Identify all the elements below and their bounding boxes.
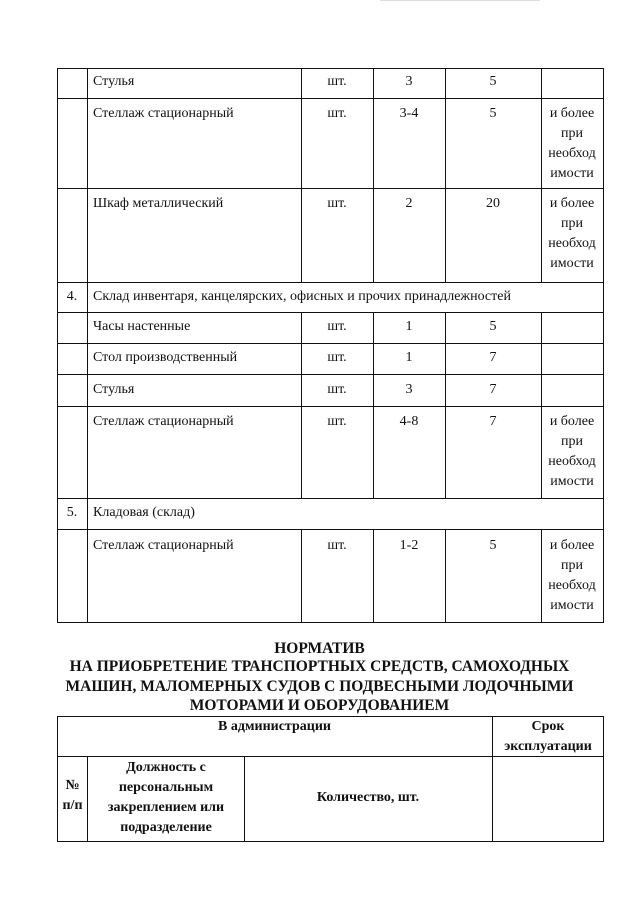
table-border xyxy=(445,68,446,282)
item-name: Стол производственный xyxy=(93,350,238,365)
item-qty: 1 xyxy=(405,319,413,334)
item-note: и более при необход имости xyxy=(548,414,596,489)
item-unit: шт. xyxy=(327,382,347,397)
item-unit: шт. xyxy=(327,350,347,365)
table-border xyxy=(87,68,88,623)
table-border xyxy=(541,312,542,498)
table-border xyxy=(492,716,493,842)
table-border xyxy=(87,756,88,842)
table-border xyxy=(57,68,604,69)
item-term: 5 xyxy=(489,538,497,553)
item-term: 7 xyxy=(489,414,497,429)
item-qty: 3-4 xyxy=(399,106,419,121)
item-name: Стеллаж стационарный xyxy=(93,106,234,121)
table-border xyxy=(603,716,604,842)
table-border xyxy=(603,68,604,623)
item-note: и более при необход имости xyxy=(548,538,596,613)
heading-line: МОТОРАМИ И ОБОРУДОВАНИЕМ xyxy=(189,697,450,714)
table-border xyxy=(373,312,374,498)
item-term: 7 xyxy=(489,382,497,397)
table-border xyxy=(57,343,604,344)
item-term: 5 xyxy=(489,74,497,89)
section-number: 4. xyxy=(66,289,78,304)
item-term: 20 xyxy=(486,196,500,211)
item-name: Стулья xyxy=(93,74,135,89)
item-name: Стеллаж стационарный xyxy=(93,538,234,553)
item-unit: шт. xyxy=(327,538,347,553)
section-title: Кладовая (склад) xyxy=(93,505,195,520)
item-unit: шт. xyxy=(327,319,347,334)
table-border xyxy=(541,529,542,623)
table-border xyxy=(301,312,302,498)
item-term: 5 xyxy=(489,319,497,334)
item-name: Шкаф металлический xyxy=(93,196,224,211)
table-border xyxy=(445,312,446,498)
admin-header: В администрации xyxy=(218,719,331,734)
item-term: 5 xyxy=(489,106,497,121)
section-title: Склад инвентаря, канцелярских, офисных и прочих принадлежностей xyxy=(93,289,511,304)
item-name: Стулья xyxy=(93,382,135,397)
item-qty: 1-2 xyxy=(399,538,419,553)
item-unit: шт. xyxy=(327,74,347,89)
item-term: 7 xyxy=(489,350,497,365)
item-qty: 1 xyxy=(405,350,413,365)
table-border xyxy=(57,374,604,375)
table-border xyxy=(301,68,302,282)
item-note: и более при необход имости xyxy=(548,106,596,181)
top-scan-line xyxy=(380,0,540,1)
item-name: Стеллаж стационарный xyxy=(93,414,234,429)
table-border xyxy=(57,841,604,842)
table-border xyxy=(57,312,604,313)
quantity-header: Количество, шт. xyxy=(316,790,420,805)
table-border xyxy=(57,68,58,623)
item-unit: шт. xyxy=(327,106,347,121)
table-border xyxy=(57,406,604,407)
table-border xyxy=(57,529,604,530)
item-qty: 2 xyxy=(405,196,413,211)
table-border xyxy=(541,68,542,282)
table-border xyxy=(57,622,604,623)
table-border xyxy=(57,188,604,189)
heading-line: НОРМАТИВ xyxy=(274,640,365,657)
number-header: № п/п xyxy=(62,778,83,813)
item-name: Часы настенные xyxy=(93,319,191,334)
heading-line: МАШИН, МАЛОМЕРНЫХ СУДОВ С ПОДВЕСНЫМИ ЛОДОЧНЫМИ xyxy=(65,678,574,695)
table-border xyxy=(57,98,604,99)
table-border xyxy=(57,498,604,499)
item-note: и более при необход имости xyxy=(548,196,596,271)
item-unit: шт. xyxy=(327,414,347,429)
item-unit: шт. xyxy=(327,196,347,211)
table-border xyxy=(373,68,374,282)
section-number: 5. xyxy=(66,505,78,520)
item-qty: 4-8 xyxy=(399,414,419,429)
position-header: Должность с персональным закреплением или подразделение xyxy=(107,760,225,835)
table-border xyxy=(57,282,604,283)
item-qty: 3 xyxy=(405,382,413,397)
heading-line: НА ПРИОБРЕТЕНИЕ ТРАНСПОРТНЫХ СРЕДСТВ, САМОХОДНЫХ xyxy=(69,658,570,675)
item-qty: 3 xyxy=(405,74,413,89)
term-header: Срок эксплуатации xyxy=(504,719,592,754)
